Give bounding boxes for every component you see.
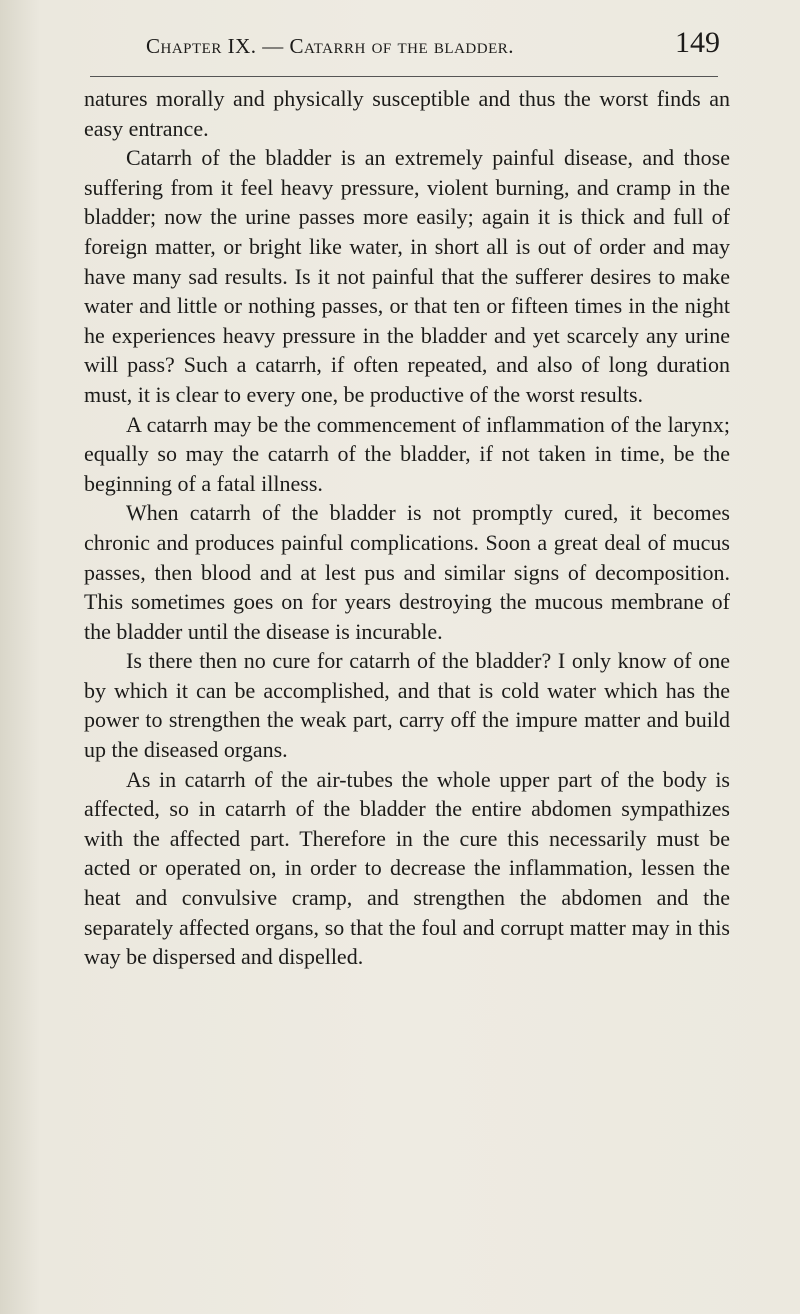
header-rule	[90, 76, 718, 77]
body-text	[84, 84, 730, 972]
page-header	[60, 26, 720, 66]
paragraph: As in catarrh of the air-tubes the whole upper part of the body is affected, so in catarrh of the bladder the entire abdomen sympathizes with the affected part. Therefore in the cure this necessarily must be acted or operated on, in order to decrease the inflammation, lessen the heat and convulsive cramp, and strengthen the abdomen and the separately affected organs, so that the foul and corrupt matter may in this way be dispersed and dispelled.	[84, 766, 730, 970]
paragraph: Catarrh of the bladder is an extremely painful disease, and those suffering from it feel heavy pressure, violent burning, and cramp in the bladder; now the urine passes more easily; again it is thick and full of foreign matter, or bright like water, in short all is out of order and may have many sad results. Is it not painful that the sufferer desires to make water and little or nothing passes, or that ten or fifteen times in the night he experiences heavy pressure in the bladder and yet scarcely any urine will pass? Such a catarrh, if often repeated, and also of long duration must, it is clear to every one, be productive of the worst results.	[84, 145, 730, 407]
paragraph: When catarrh of the bladder is not promptly cured, it becomes chronic and produces painful complications. Soon a great deal of mucus passes, then blood and at lest pus and similar signs of decomposition. This sometimes goes on for years destroying the mucous membrane of the bladder until the disease is incurable.	[84, 500, 730, 644]
paragraph: Is there then no cure for catarrh of the bladder? I only know of one by which it can be accomplished, and that is cold water which has the power to strengthen the weak part, carry off the impure matter and build up the diseased organs.	[84, 648, 730, 763]
paragraph: A catarrh may be the commencement of inflammation of the larynx; equally so may the catarrh of the bladder, if not taken in time, be the beginning of a fatal illness.	[84, 411, 730, 496]
running-head: Chapter IX. — Catarrh of the bladder.	[146, 34, 514, 58]
page-number: 149	[675, 26, 720, 59]
paragraph-continued: natures morally and physically susceptible and thus the worst finds an easy entrance.	[84, 86, 730, 141]
